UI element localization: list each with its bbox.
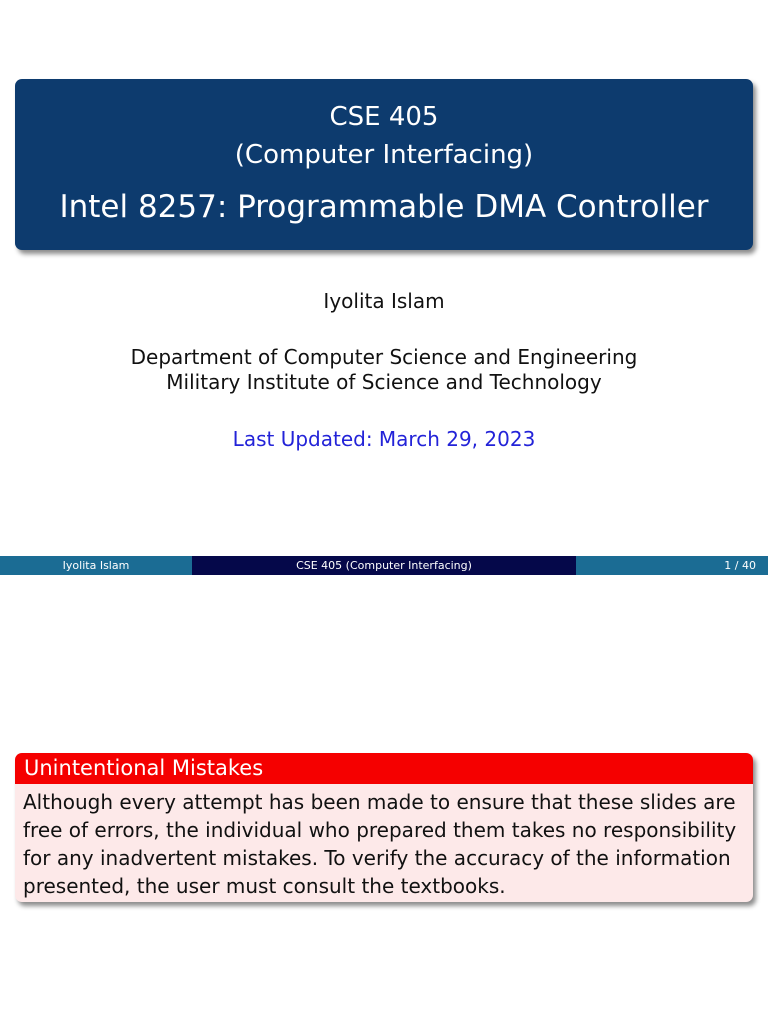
last-updated-date: Last Updated: March 29, 2023 (232, 427, 536, 451)
author-name: Iyolita Islam (323, 289, 445, 313)
footer-author: Iyolita Islam (0, 556, 192, 575)
alert-text: Although every attempt has been made to ensure that these slides are free of errors, the individual who prepared them takes no responsibility for any inadvertent mistakes. To verify the accuracy of the information presented, the user must consult the textbooks. (23, 790, 737, 898)
course-code: CSE 405 (329, 102, 439, 132)
footer-course: CSE 405 (Computer Interfacing) (192, 556, 576, 575)
course-name: (Computer Interfacing) (234, 140, 534, 170)
alert-block (15, 753, 753, 902)
institute-name: Military Institute of Science and Technology (166, 370, 602, 394)
alert-title: Unintentional Mistakes (15, 753, 753, 784)
slide-footer (0, 556, 768, 575)
title-box (15, 79, 753, 250)
footer-page-number: 1 / 40 (576, 556, 768, 575)
presentation-title: Intel 8257: Programmable DMA Controller (59, 189, 709, 225)
department-name: Department of Computer Science and Engineering (130, 345, 638, 369)
disclaimer-slide (0, 576, 768, 1024)
